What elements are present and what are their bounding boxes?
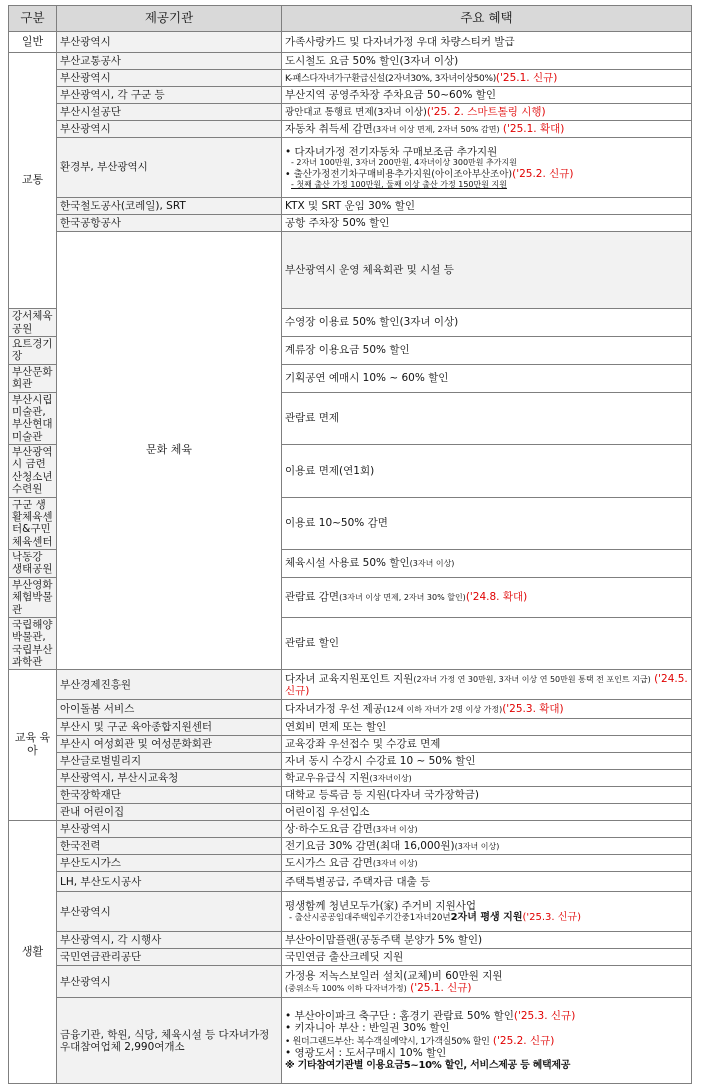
provider-cell: 부산문화회관 — [9, 364, 57, 392]
benefit-cell: 이용료 10~50% 감면 — [282, 497, 692, 550]
table-row — [9, 232, 692, 309]
provider-cell: 부산시립미술관, 부산현대미술관 — [9, 392, 57, 445]
benefit-cell: 수영장 이용료 50% 할인(3자녀 이상) — [282, 309, 692, 337]
benefit-cell: 학교우유급식 지원(3자녀이상) — [282, 770, 692, 787]
table-row — [9, 670, 692, 700]
benefit-cell: 자동차 취득세 감면(3자녀 이상 면제, 2자녀 50% 감면) ('25.1. 확대) — [282, 121, 692, 138]
status-tag: ('25.3. 확대) — [502, 703, 564, 716]
header-provider: 제공기관 — [57, 6, 282, 32]
provider-cell: 환경부, 부산광역시 — [57, 138, 282, 198]
status-tag: ('24.5. 신규) — [285, 672, 688, 697]
category-transport: 교통 — [9, 53, 57, 309]
provider-cell: 부산시설공단 — [57, 104, 282, 121]
provider-cell: 부산광역시, 각 시행사 — [57, 932, 282, 949]
benefit-cell: 교육강좌 우선접수 및 수강료 면제 — [282, 736, 692, 753]
benefit-cell: 가정용 저녹스보일러 설치(교체)비 60만원 지원 (중위소득 100% 이하 다자녀가정) ('25.1. 신규) — [282, 966, 692, 998]
benefit-cell: 다자녀 교육지원포인트 지원(2자녀 가정 연 30만원, 3자녀 이상 연 50만원 통택 전 포인트 지급) ('24.5. 신규) — [282, 670, 692, 700]
provider-cell: 부산광역시, 각 구군 등 — [57, 87, 282, 104]
provider-cell: 부산광역시 — [57, 121, 282, 138]
benefit-cell: 대학교 등록금 등 지원(다자녀 국가장학금) — [282, 787, 692, 804]
provider-cell: 한국장학재단 — [57, 787, 282, 804]
provider-cell: 구군 생활체육센터&구민체육센터 — [9, 497, 57, 550]
table-row — [9, 719, 692, 736]
status-tag: ('25.1. 신규) — [495, 71, 558, 84]
status-tag: ('25.3. 신규) — [522, 912, 581, 924]
provider-cell: 부산광역시 — [57, 966, 282, 998]
benefit-cell: 부산지역 공영주차장 주차요금 50~60% 할인 — [282, 87, 692, 104]
provider-cell: LH, 부산도시공사 — [57, 872, 282, 892]
provider-cell: 부산광역시 — [57, 821, 282, 838]
benefit-cell: K-패스다자녀가구환급신설(2자녀30%, 3자녀이상50%)('25.1. 신규) — [282, 70, 692, 87]
benefit-cell: 이용료 면제(연1회) — [282, 445, 692, 498]
status-tag: ('25.3. 신규) — [513, 1010, 576, 1023]
provider-cell: 강서체육공원 — [9, 309, 57, 337]
provider-cell: 낙동강 생태공원 — [9, 550, 57, 578]
benefit-cell: 도시가스 요금 감면(3자녀 이상) — [282, 855, 692, 872]
benefit-cell: 도시철도 요금 50% 할인(3자녀 이상) — [282, 53, 692, 70]
provider-cell: 부산광역시 — [57, 892, 282, 932]
benefit-cell: 공항 주차장 50% 할인 — [282, 215, 692, 232]
provider-cell: 아이돌봄 서비스 — [57, 700, 282, 719]
category-education: 교육 육아 — [9, 670, 57, 821]
table-row — [9, 104, 692, 121]
status-tag: ('25.2. 신규) — [512, 167, 574, 180]
table-row — [9, 804, 692, 821]
benefit-cell: 자녀 동시 수강시 수강료 10 ~ 50% 할인 — [282, 753, 692, 770]
provider-cell: 부산광역시 — [57, 70, 282, 87]
provider-cell: 요트경기장 — [9, 337, 57, 365]
benefit-cell: 관람료 할인 — [282, 617, 692, 670]
status-tag: ('24.8. 확대) — [465, 591, 528, 604]
table-row — [9, 753, 692, 770]
header-category: 구분 — [9, 6, 57, 32]
provider-cell: 한국공항공사 — [57, 215, 282, 232]
benefits-table-container — [8, 5, 692, 1084]
table-row — [9, 821, 692, 838]
benefit-cell: 국민연금 출산크레딧 지원 — [282, 949, 692, 966]
table-row — [9, 872, 692, 892]
benefit-cell: 평생함께 청년모두가(家) 주거비 지원사업 - 출산시공공임대주택입주기간중1자녀20년2자녀 평생 지원('25.3. 신규) — [282, 892, 692, 932]
table-row — [9, 700, 692, 719]
provider-cell: 부산도시가스 — [57, 855, 282, 872]
provider-cell: 부산글로벌빌리지 — [57, 753, 282, 770]
benefit-cell: 광안대교 통행료 면제(3자녀 이상)('25. 2. 스마트톨링 시행) — [282, 104, 692, 121]
benefit-cell: 주택특별공급, 주택자금 대출 등 — [282, 872, 692, 892]
benefit-cell: 체육시설 사용료 50% 할인(3자녀 이상) — [282, 550, 692, 578]
table-row — [9, 892, 692, 932]
provider-cell: 부산시 및 구군 육아종합지원센터 — [57, 719, 282, 736]
provider-cell: 부산영화체험박물관 — [9, 577, 57, 617]
table-row — [9, 770, 692, 787]
table-row — [9, 121, 692, 138]
benefit-cell: 다자녀가정 우선 제공(12세 이하 자녀가 2명 이상 가정)('25.3. 확대) — [282, 700, 692, 719]
status-tag: ('25.1. 확대) — [502, 122, 565, 135]
status-tag: ('25.2. 신규) — [492, 1034, 555, 1047]
table-row — [9, 198, 692, 215]
provider-cell: 부산광역시 금련산청소년수련원 — [9, 445, 57, 498]
status-tag: ('25. 2. 스마트톨링 시행) — [426, 105, 546, 118]
benefit-cell: • 다자녀가정 전기자동차 구매보조금 추가지원 - 2자녀 100만원, 3자녀 200만원, 4자녀이상 300만원 추가지원 • 출산가정전기차구매비용추가지원(아이조아부산조아)('25.2. 신규) - 첫째 출산 가정 100만원, 둘째 이상 출산 가정 150만원 지원 — [282, 138, 692, 198]
benefit-cell: 가족사랑카드 및 다자녀가정 우대 차량스티커 발급 — [282, 32, 692, 53]
provider-cell: 금융기관, 학원, 식당, 체육시설 등 다자녀가정 우대참여업체 2,990여개소 — [57, 998, 282, 1084]
provider-cell: 국민연금관리공단 — [57, 949, 282, 966]
table-row — [9, 138, 692, 198]
header-benefit: 주요 혜택 — [282, 6, 692, 32]
provider-cell: 부산교통공사 — [57, 53, 282, 70]
table-header-row — [9, 6, 692, 32]
benefit-cell: 기획공연 예매시 10% ~ 60% 할인 — [282, 364, 692, 392]
benefit-cell: 부산아이맘플랜(공동주택 분양가 5% 할인) — [282, 932, 692, 949]
provider-cell: 관내 어린이집 — [57, 804, 282, 821]
table-row — [9, 787, 692, 804]
provider-cell: 부산광역시 운영 체육회관 및 시설 등 — [282, 232, 692, 309]
benefit-cell: 상·하수도요금 감면(3자녀 이상) — [282, 821, 692, 838]
status-tag: ('25.1. 신규) — [410, 981, 472, 994]
benefit-cell: 계류장 이용요금 50% 할인 — [282, 337, 692, 365]
benefit-cell: KTX 및 SRT 운임 30% 할인 — [282, 198, 692, 215]
provider-cell: 부산시 여성회관 및 여성문화회관 — [57, 736, 282, 753]
provider-cell: 부산광역시, 부산시교육청 — [57, 770, 282, 787]
benefit-cell: 연회비 면제 또는 할인 — [282, 719, 692, 736]
table-row — [9, 855, 692, 872]
benefit-cell: 관람료 면제 — [282, 392, 692, 445]
provider-cell: 국립해양박물관, 국립부산과학관 — [9, 617, 57, 670]
table-row — [9, 32, 692, 53]
benefit-cell: 어린이집 우선입소 — [282, 804, 692, 821]
provider-cell: 한국철도공사(코레일), SRT — [57, 198, 282, 215]
benefits-table — [8, 5, 692, 1084]
table-row — [9, 53, 692, 70]
benefit-cell: 전기요금 30% 감면(최대 16,000원)(3자녀 이상) — [282, 838, 692, 855]
provider-cell: 부산경제진흥원 — [57, 670, 282, 700]
table-row — [9, 215, 692, 232]
category-general: 일반 — [9, 32, 57, 53]
table-row — [9, 70, 692, 87]
category-culture: 문화 체육 — [57, 232, 282, 670]
table-row — [9, 932, 692, 949]
provider-cell: 한국전력 — [57, 838, 282, 855]
table-row — [9, 736, 692, 753]
table-row — [9, 838, 692, 855]
benefit-cell: 관람료 감면(3자녀 이상 면제, 2자녀 30% 할인)('24.8. 확대) — [282, 577, 692, 617]
table-row — [9, 998, 692, 1084]
table-row — [9, 87, 692, 104]
category-living: 생활 — [9, 821, 57, 1084]
table-row — [9, 966, 692, 998]
benefit-cell: • 부산아이파크 축구단 : 홈경기 관람료 50% 할인('25.3. 신규) • 키자니아 부산 : 반일권 30% 할인 • 원더그랜드부산: 복수객실예약시, 1가객실50% 할인 ('25.2. 신규) • 영광도서 : 도서구매시 10% 할인 ※ 기타참여기관별 이용요금5~10% 할인, 서비스제공 등 혜택제공 — [282, 998, 692, 1084]
table-row — [9, 949, 692, 966]
provider-cell: 부산광역시 — [57, 32, 282, 53]
